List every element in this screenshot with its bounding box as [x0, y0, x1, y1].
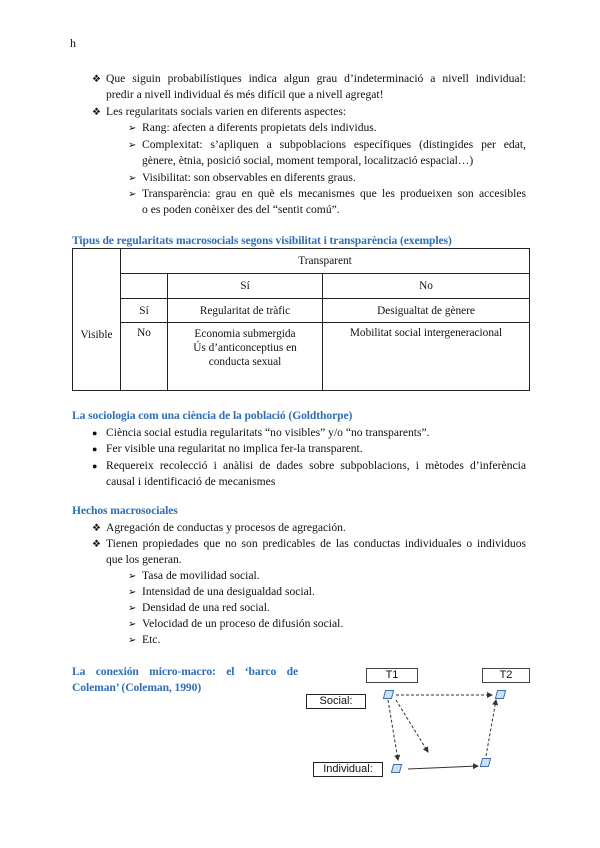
sub-list-item: ➢ Transparència: grau en què els mecanismes que les produeixen son accesibles [128, 187, 526, 200]
sub-list-item-continuation: gènere, ètnia, posició social, moment temporal, localització espacial…) [142, 154, 474, 167]
t1-label: T1 [366, 668, 418, 683]
social-label: Social: [306, 694, 366, 709]
cell-si-no: Desigualtat de gènere [323, 299, 530, 323]
arrow-bullet-icon: ➢ [128, 603, 137, 614]
table-heading: Tipus de regularitats macrosocials segons visibilitat i transparència (exemples) [72, 234, 452, 247]
coleman-heading-line2: Coleman’ (Coleman, 1990) [72, 681, 202, 694]
individual-label: Individual: [313, 762, 383, 777]
arrow-bullet-icon: ➢ [128, 140, 137, 151]
coleman-heading: La conexión micro-macro: el ‘barco de [72, 665, 298, 678]
arrow-bullet-icon: ➢ [128, 635, 137, 646]
list-item: ● Fer visible una regularitat no implica fer-la transparent. [92, 442, 363, 455]
list-item: ❖ Agregación de conductas y procesos de agregación. [92, 521, 346, 534]
micro-micro-arrow [408, 766, 478, 769]
sub-list-item: ➢ Tasa de movilidad social. [128, 569, 260, 582]
list-item: ● Ciència social estudia regularitats “no visibles” y/o “no transparents”. [92, 426, 430, 439]
sub-list-item: ➢ Complexitat: s’apliquen a subpoblacions específiques (distingides per edat, [128, 138, 526, 151]
cell-si-si: Regularitat de tràfic [168, 299, 323, 323]
bullet-dot-icon: ● [92, 461, 98, 471]
arrow-bullet-icon: ➢ [128, 619, 137, 630]
list-item-continuation: predir a nivell individual és més difícil que a nivell agregat! [106, 88, 384, 101]
bullet-dot-icon: ● [92, 428, 98, 438]
arrow-bullet-icon: ➢ [128, 123, 137, 134]
goldthorpe-heading: La sociologia com una ciència de la població (Goldthorpe) [72, 409, 353, 422]
empty-header-cell [121, 274, 168, 299]
list-item: ❖ Que siguin probabilístiques indica algun grau d’indeterminació a nivell individual: [92, 72, 526, 85]
page-corner-mark: h [70, 36, 76, 50]
arrow-bullet-icon: ➢ [128, 189, 137, 200]
col-group-transparent: Transparent [121, 249, 530, 274]
regularities-table [72, 248, 530, 391]
arrow-bullet-icon: ➢ [128, 571, 137, 582]
arrow-bullet-icon: ➢ [128, 173, 137, 184]
micro-macro-arrow [486, 700, 496, 756]
cell-no-si: Economia submergida Ús d’anticonceptius en conducta sexual [168, 323, 323, 391]
row-group-visible: Visible [73, 249, 121, 391]
diamond-bullet-icon: ❖ [92, 523, 101, 534]
col-header-no: No [323, 274, 530, 299]
diamond-bullet-icon: ❖ [92, 107, 101, 118]
sub-list-item-continuation: o es poden conèixer des del “sentit comú”. [142, 203, 340, 216]
diamond-bullet-icon: ❖ [92, 74, 101, 85]
sub-list-item: ➢ Rang: afecten a diferents propietats dels individus. [128, 121, 377, 134]
list-item: ❖ Tienen propiedades que no son predicables de las conductas individuales o individuos [92, 537, 526, 550]
sub-list-item: ➢ Velocidad de un proceso de difusión social. [128, 617, 344, 630]
cell-no-no: Mobilitat social intergeneracional [323, 323, 530, 391]
sub-list-item: ➢ Densidad de una red social. [128, 601, 270, 614]
sub-list-item: ➢ Visibilitat: son observables en diferents graus. [128, 171, 356, 184]
list-item: ❖ Les regularitats socials varien en diferents aspectes: [92, 105, 347, 118]
bullet-dot-icon: ● [92, 444, 98, 454]
hechos-heading: Hechos macrosociales [72, 504, 178, 517]
macro-micro-arrow-b [396, 700, 428, 752]
row-header-si: Sí [121, 299, 168, 323]
coleman-arrows [300, 660, 540, 790]
list-item-continuation: que los generan. [106, 553, 182, 566]
arrow-bullet-icon: ➢ [128, 587, 137, 598]
col-header-si: Sí [168, 274, 323, 299]
row-header-no: No [121, 323, 168, 391]
list-item-continuation: causal i identificació de mecanismes [106, 475, 276, 488]
macro-micro-arrow-a [388, 700, 398, 760]
list-item: ● Requereix recolecció i anàlisi de dades sobre subpoblacions, i mètodes d’inferència [92, 459, 526, 472]
sub-list-item: ➢ Etc. [128, 633, 161, 646]
t2-label: T2 [482, 668, 530, 683]
sub-list-item: ➢ Intensidad de una desigualdad social. [128, 585, 315, 598]
diamond-bullet-icon: ❖ [92, 539, 101, 550]
